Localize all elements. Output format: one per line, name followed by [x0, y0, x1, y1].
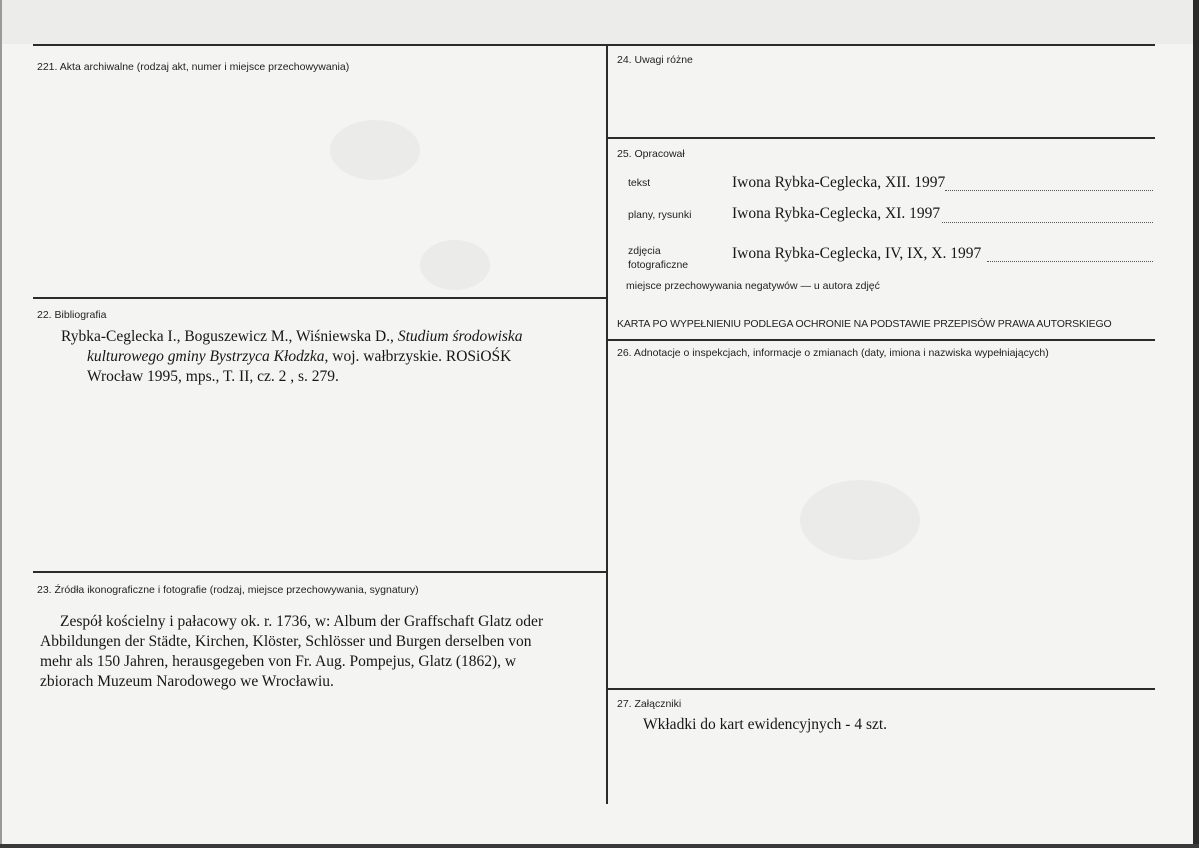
section-24-label: 24. Uwagi różne	[617, 54, 693, 66]
tekst-value: Iwona Rybka-Ceglecka, XII. 1997	[732, 174, 946, 191]
scan-right-edge	[1193, 0, 1199, 848]
plany-dotted-line	[942, 222, 1153, 223]
plany-label: plany, rysunki	[628, 209, 692, 221]
plany-value: Iwona Rybka-Ceglecka, XI. 1997	[732, 205, 941, 222]
bibliography-line-2: kulturowego gminy Bystrzyca Kłodzka, woj. wałbrzyskie. ROSiOŚK	[87, 348, 512, 365]
scan-smudge	[800, 480, 920, 560]
center-divider	[606, 44, 608, 804]
section-26-label: 26. Adnotacje o inspekcjach, informacje o zmianach (daty, imiona i nazwiska wypełniających)	[617, 347, 1049, 359]
iconography-line-3: mehr als 150 Jahren, herausgegeben von Fr. Aug. Pompejus, Glatz (1862), w	[40, 653, 517, 670]
scan-left-edge	[0, 0, 2, 848]
section-25-label: 25. Opracował	[617, 148, 685, 160]
iconography-line-2: Abbildungen der Städte, Kirchen, Klöster, Schlösser und Burgen derselben von	[40, 633, 532, 650]
scan-top-margin	[0, 0, 1199, 44]
top-rule	[33, 44, 1155, 46]
tekst-dotted-line	[945, 190, 1153, 191]
rule-below-s22	[33, 571, 608, 573]
zdjecia-label	[628, 244, 688, 272]
zdjecia-value: Iwona Rybka-Ceglecka, IV, IX, X. 1997	[732, 245, 982, 262]
rule-above-s27	[606, 688, 1155, 690]
bibliography-entry	[61, 327, 523, 387]
scan-smudge	[420, 240, 490, 290]
negatywy-storage: miejsce przechowywania negatywów — u autora zdjęć	[626, 280, 880, 292]
rule-below-s21	[33, 297, 608, 299]
bibliography-line-3: Wrocław 1995, mps., T. II, cz. 2 , s. 279.	[87, 368, 339, 385]
section-27-label: 27. Załączniki	[617, 698, 682, 710]
iconography-text	[40, 612, 560, 692]
tekst-label: tekst	[628, 177, 651, 189]
scan-smudge	[330, 120, 420, 180]
zdjecia-label-line-1: zdjęcia	[628, 245, 661, 257]
section-22-label: 22. Bibliografia	[37, 309, 107, 321]
copyright-notice: KARTA PO WYPEŁNIENIU PODLEGA OCHRONIE NA PODSTAWIE PRZEPISÓW PRAWA AUTORSKIEGO	[617, 318, 1112, 330]
iconography-line-1: Zespół kościelny i pałacowy ok. r. 1736, w: Album der Graffschaft Glatz oder	[60, 613, 544, 630]
attachments-value: Wkładki do kart ewidencyjnych - 4 szt.	[643, 716, 888, 733]
rule-below-s24	[606, 137, 1155, 139]
scan-bottom-edge	[0, 844, 1199, 848]
iconography-line-4: zbiorach Muzeum Narodowego we Wrocławiu.	[40, 673, 334, 690]
section-21-label: 221. Akta archiwalne (rodzaj akt, numer i miejsce przechowywania)	[37, 61, 350, 73]
zdjecia-label-line-2: fotograficzne	[628, 259, 689, 271]
bibliography-line-1: Rybka-Ceglecka I., Boguszewicz M., Wiśniewska D., Studium środowiska	[61, 328, 523, 345]
section-23-label: 23. Źródła ikonograficzne i fotografie (rodzaj, miejsce przechowywania, sygnatury)	[37, 584, 419, 596]
zdjecia-dotted-line	[987, 261, 1153, 262]
rule-below-notice	[606, 339, 1155, 341]
